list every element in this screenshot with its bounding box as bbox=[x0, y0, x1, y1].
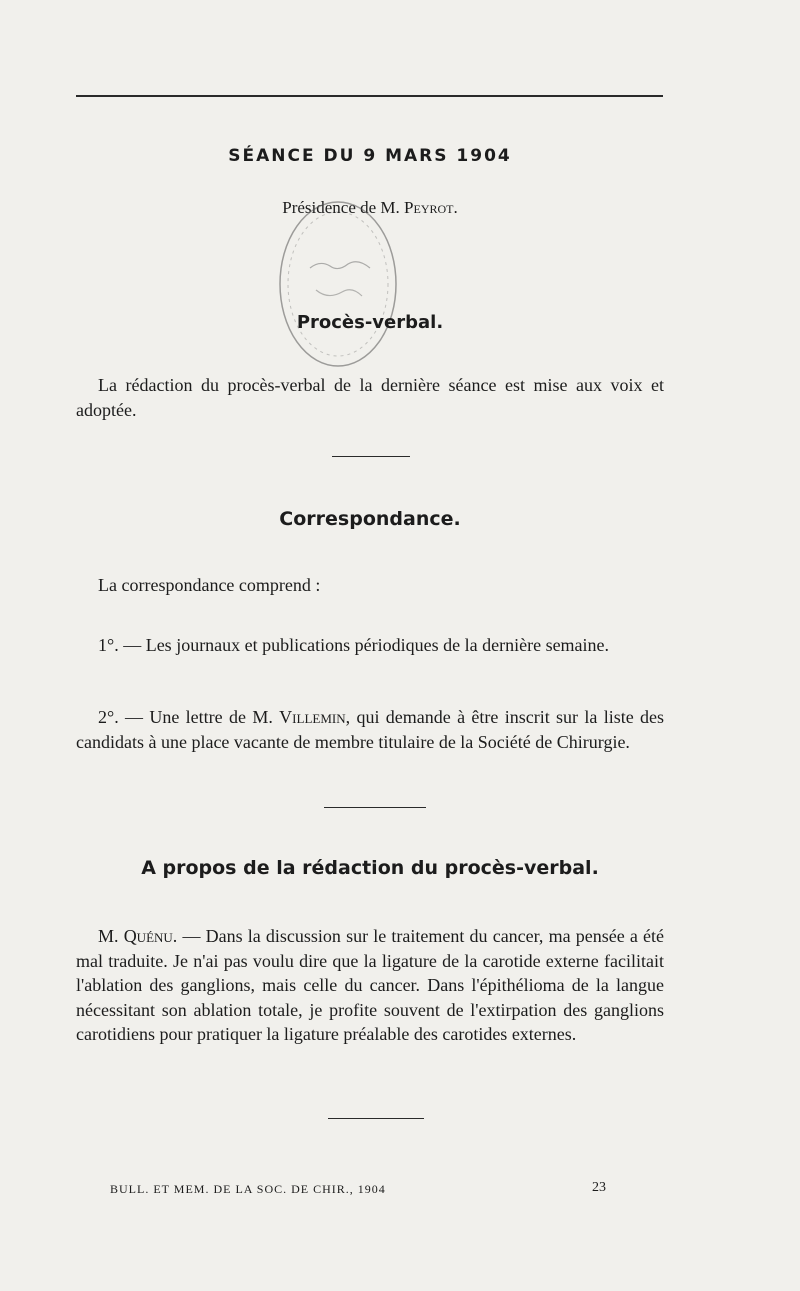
speaker-name: Quénu bbox=[123, 926, 173, 946]
session-title: SÉANCE DU 9 MARS 1904 bbox=[228, 146, 512, 166]
item2-name: Villemin bbox=[279, 707, 346, 727]
speaker-prefix: M. bbox=[98, 926, 119, 946]
proces-verbal-text: La rédaction du procès-verbal de la dernière séance est mise aux voix et adoptée. bbox=[76, 375, 664, 420]
section-divider bbox=[324, 807, 426, 808]
section-divider bbox=[328, 1118, 424, 1119]
footer-page-number: 23 bbox=[592, 1180, 606, 1195]
library-stamp-icon bbox=[268, 198, 408, 374]
item2-prefix: 2°. — Une lettre de M. bbox=[98, 707, 273, 727]
apropos-body: . — Dans la discussion sur le traitement du cancer, ma pensée a été mal traduite. Je n'ai pas voulu dire que la ligature de la carotide externe facilitait l'ablation des ganglions, mais celle du cancer. Dans l'épithélioma de la langue nécessitant son ablation totale, je profite souvent de l'extirpation des ganglions carotidiens pour pratiquer la ligature préalable des carotides externes. bbox=[76, 926, 665, 1044]
correspondance-item-2 bbox=[76, 705, 664, 754]
apropos-text bbox=[76, 924, 664, 1047]
item2-suffix: , qui demande à être inscrit sur la liste des candidats à une place vacante de membre titulaire de la Société de Chirurgie. bbox=[76, 707, 665, 752]
presidence-prefix: Présidence de M. bbox=[282, 198, 400, 217]
president-name: Peyrot. bbox=[404, 198, 458, 217]
apropos-title: A propos de la rédaction du procès-verbal. bbox=[141, 857, 599, 879]
correspondance-intro: La correspondance comprend : bbox=[98, 575, 321, 595]
section-divider bbox=[332, 456, 410, 457]
top-rule bbox=[76, 95, 663, 97]
proces-verbal-title: Procès-verbal. bbox=[296, 312, 444, 333]
correspondance-item-1: 1°. — Les journaux et publications périodiques de la dernière semaine. bbox=[98, 635, 610, 655]
correspondance-title: Correspondance. bbox=[279, 508, 461, 530]
footer-journal: BULL. ET MEM. DE LA SOC. DE CHIR., 1904 bbox=[110, 1182, 386, 1196]
